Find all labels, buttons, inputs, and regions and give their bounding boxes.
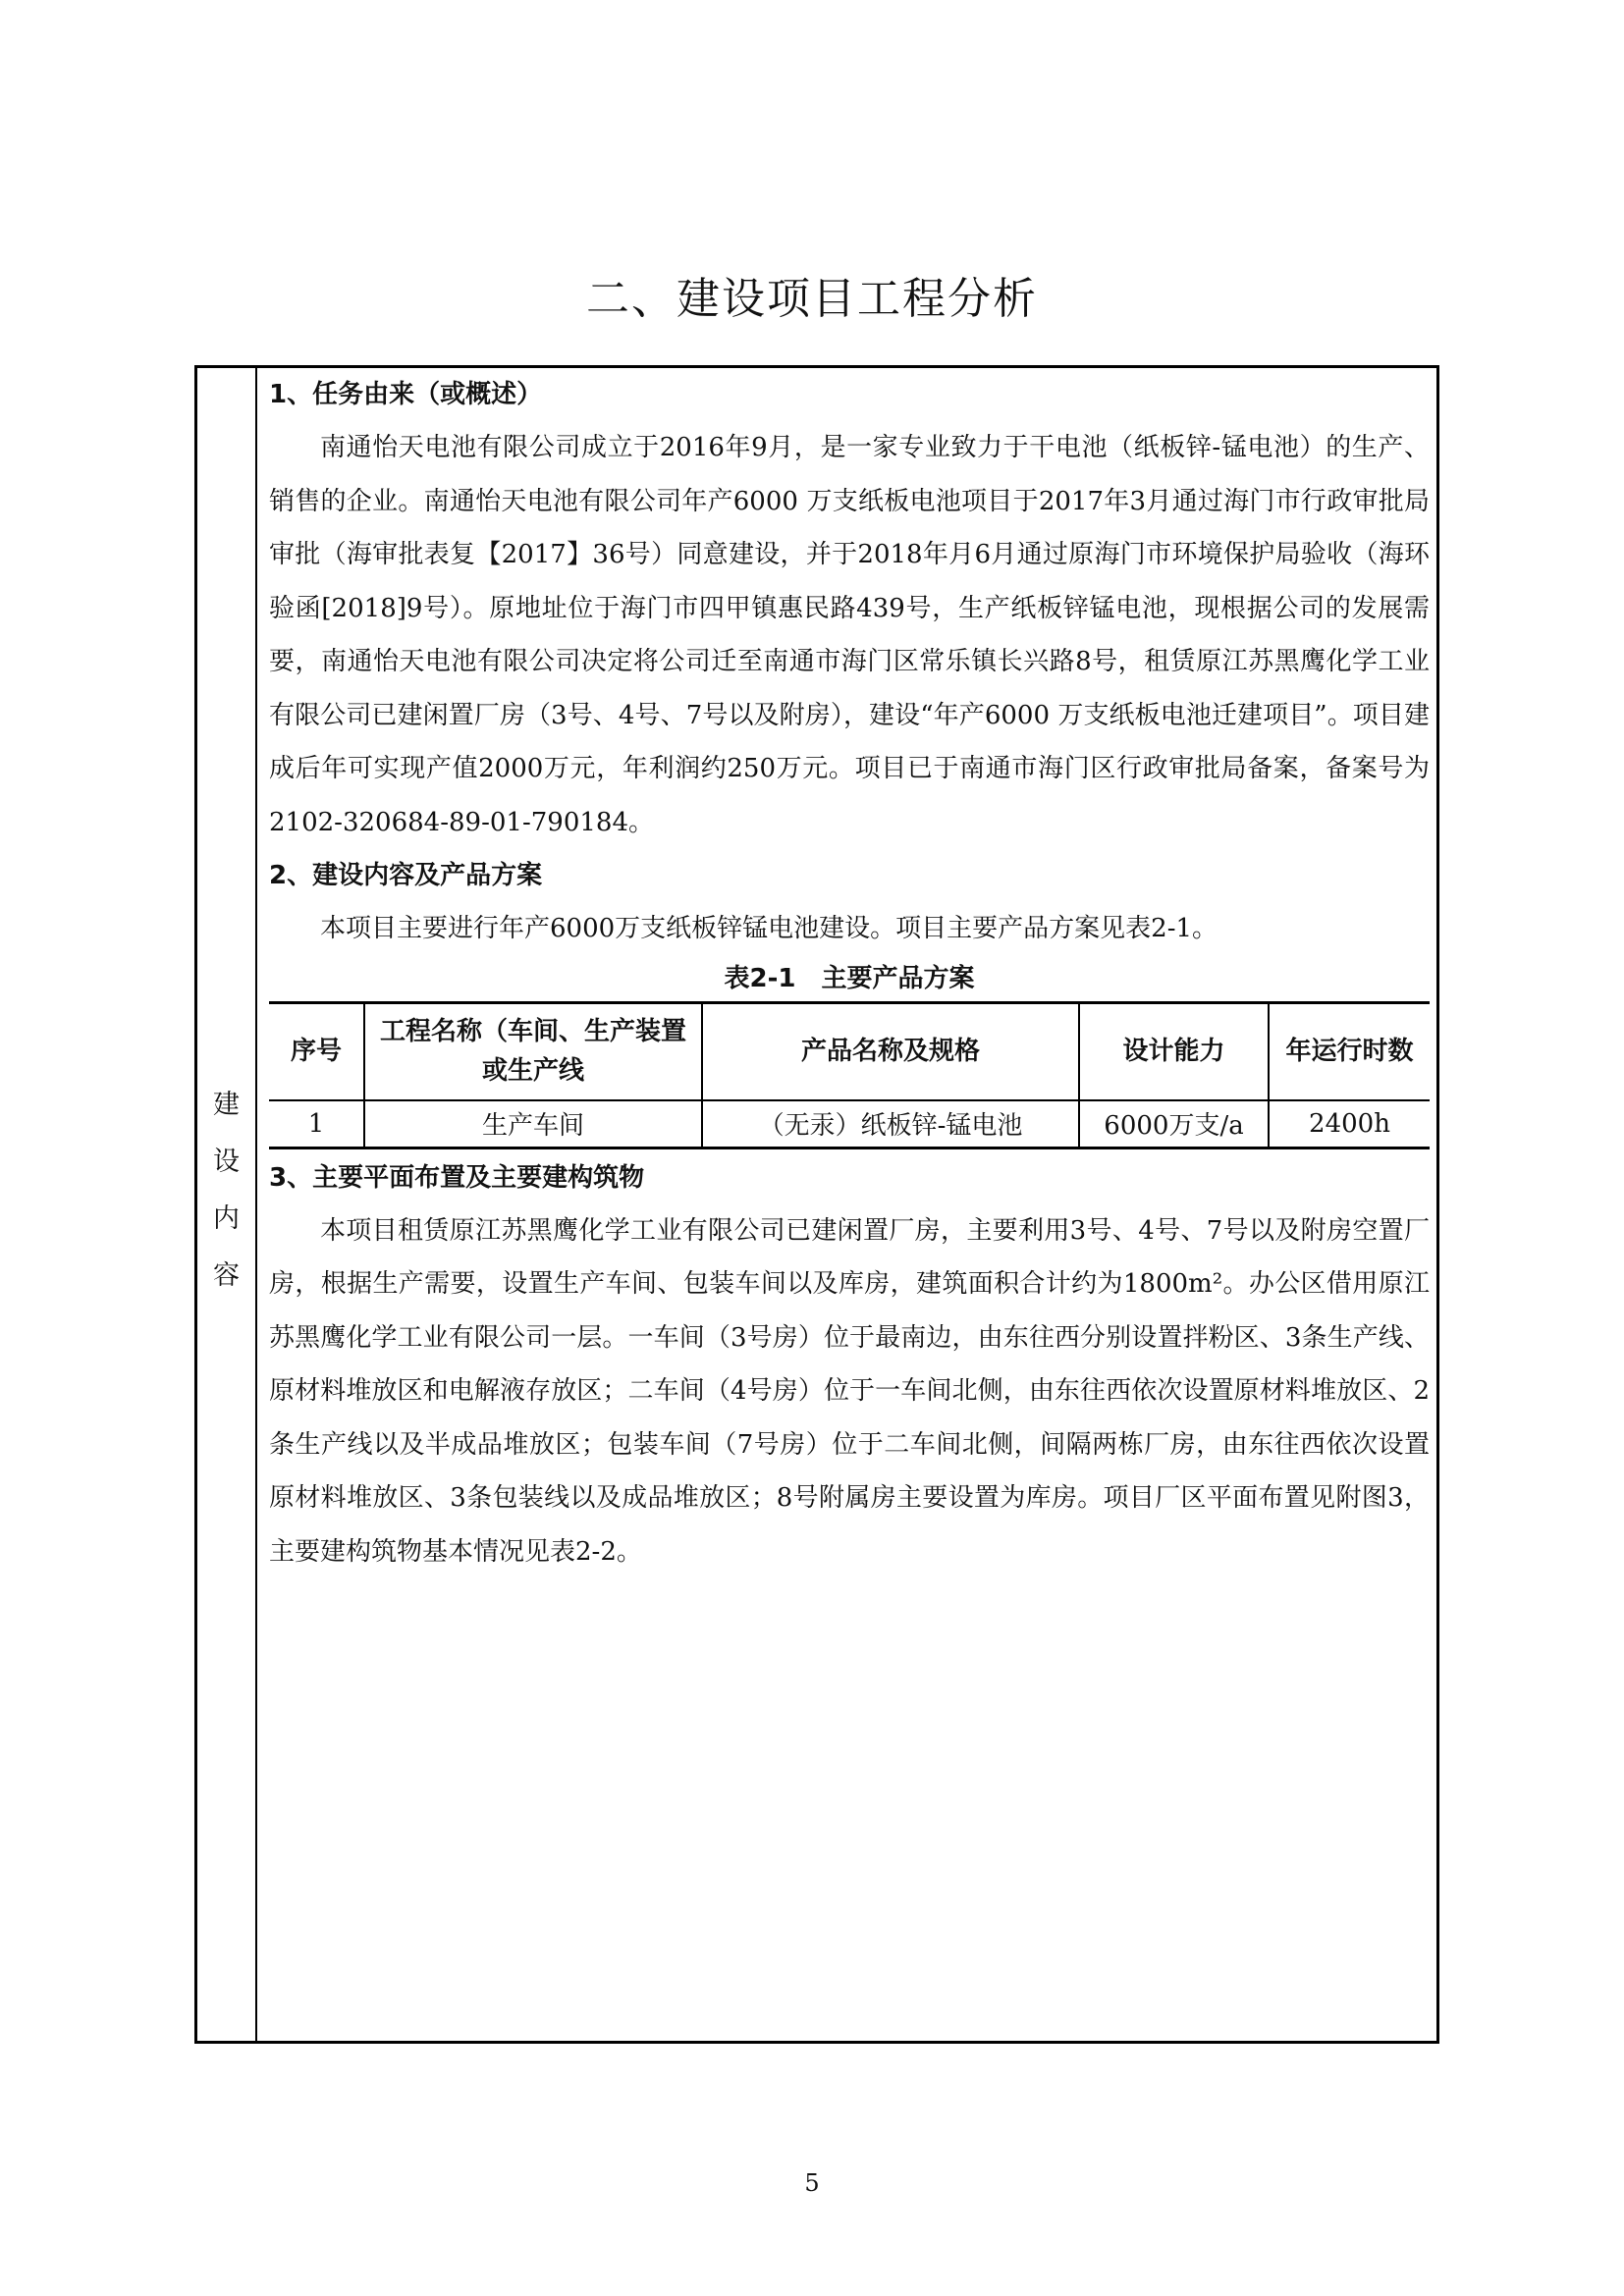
side-label-char-2: 设 (213, 1147, 240, 1177)
side-label-char-4: 容 (213, 1260, 240, 1291)
table-cell: 2400h (1269, 1100, 1430, 1148)
table-caption: 表2-1 主要产品方案 (724, 963, 975, 993)
section-layout-buildings (269, 1151, 1430, 1579)
content-frame (194, 365, 1439, 2044)
column-header: 工程名称（车间、生产装置或生产线 (364, 1002, 702, 1100)
section-heading: 3、主要平面布置及主要建构筑物 (269, 1162, 645, 1193)
table-cell: 1 (307, 1108, 325, 1139)
column-header: 设计能力 (1079, 1002, 1269, 1100)
page-number: 5 (804, 2169, 820, 2197)
content-column (269, 368, 1430, 1578)
column-header: 产品名称及规格 (702, 1002, 1079, 1100)
page-title: 二、建设项目工程分析 (586, 274, 1038, 324)
section-task-origin (269, 368, 1430, 849)
side-column (197, 368, 257, 2041)
side-label (197, 1077, 255, 1305)
paragraph: 本项目主要进行年产6000万支纸板锌锰电池建设。项目主要产品方案见表2-1。 (320, 914, 1218, 943)
table-header-row (269, 1002, 1430, 1100)
column-header: 年运行时数 (1269, 1002, 1430, 1100)
side-label-char-1: 建 (213, 1090, 240, 1120)
column-header: 序号 (290, 1037, 342, 1067)
paragraph: 南通怡天电池有限公司成立于2016年9月，是一家专业致力于干电池（纸板锌-锰电池）的生产、销售的企业。南通怡天电池有限公司年产6000 万支纸板电池项目于2017年3月通过海门市行政审批局审批（海审批表复【2017】36号）同意建设，并于2018年月6月通过原海门市环境保护局验收（海环验函[2018]9号）。原地址位于海门市四甲镇惠民路439号，生产纸板锌锰电池，现根据公司的发展需要，南通怡天电池有限公司决定将公司迁至南通市海门区常乐镇长兴路8号，租赁原江苏黑鹰化学工业有限公司已建闲置厂房（3号、4号、7号以及附房），建设“年产6000 万支纸板电池迁建项目”。项目建成后年可实现产值2000万元，年利润约250万元。项目已于南通市海门区行政审批局备案，备案号为2102-320684-89-01-790184。 (269, 433, 1430, 837)
product-table (269, 1001, 1430, 1149)
side-label-char-3: 内 (213, 1203, 240, 1234)
section-heading: 2、建设内容及产品方案 (269, 861, 543, 890)
table-row (269, 1100, 1430, 1148)
paragraph: 本项目租赁原江苏黑鹰化学工业有限公司已建闲置厂房，主要利用3号、4号、7号以及附房空置厂房，根据生产需要，设置生产车间、包装车间以及库房，建筑面积合计约为1800m²。办公区借用原江苏黑鹰化学工业有限公司一层。一车间（3号房）位于最南边，由东往西分别设置拌粉区、3条生产线、原材料堆放区和电解液存放区；二车间（4号房）位于一车间北侧，由东往西依次设置原材料堆放区、2条生产线以及半成品堆放区；包装车间（7号房）位于二车间北侧，间隔两栋厂房，由东往西依次设置原材料堆放区、3条包装线以及成品堆放区；8号附属房主要设置为库房。项目厂区平面布置见附图3，主要建构筑物基本情况见表2-2。 (269, 1215, 1430, 1567)
section-construction-content (269, 849, 1430, 1149)
table-cell: （无汞）纸板锌-锰电池 (702, 1100, 1079, 1148)
table-cell: 6000万支/a (1079, 1100, 1269, 1148)
table-cell: 生产车间 (364, 1100, 702, 1148)
section-heading: 1、任务由来（或概述） (269, 380, 543, 409)
